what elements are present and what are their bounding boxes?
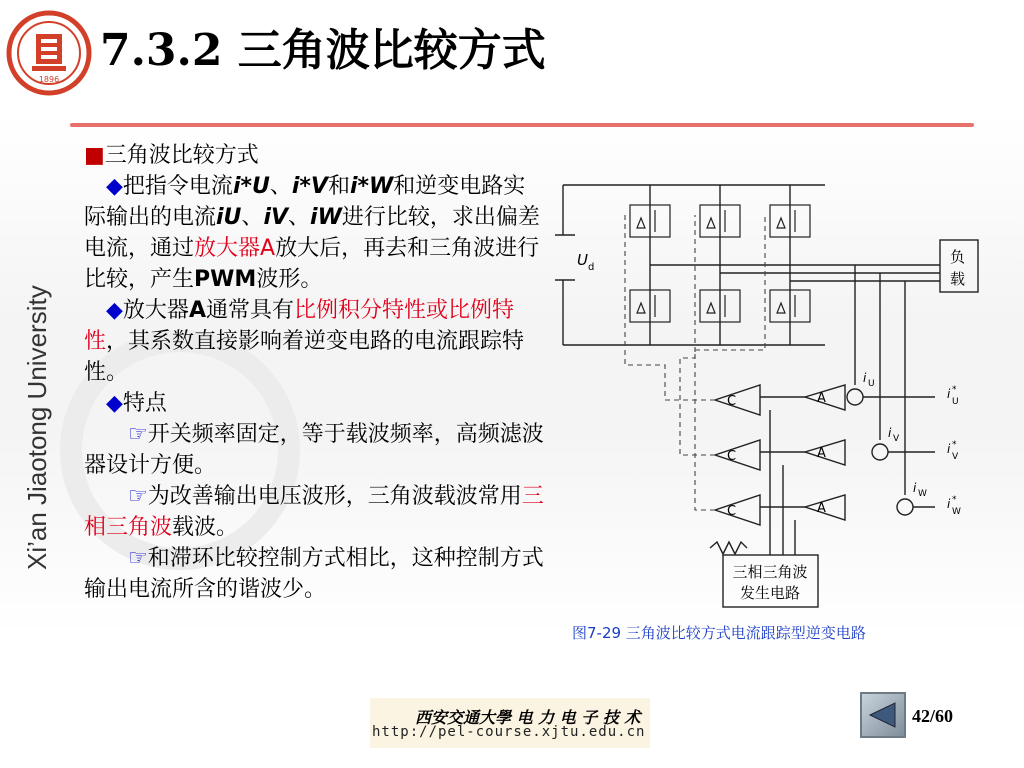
iv-ref-subscript: V xyxy=(952,452,959,462)
p1-text-4: 放大后，再去和三角波进行比较，产生 xyxy=(84,236,540,292)
amp-w-label: A xyxy=(817,501,826,516)
page-number: 42/60 xyxy=(912,706,954,726)
p1-iw: iW xyxy=(310,205,342,230)
pointing-hand-icon: ☞ xyxy=(128,484,148,509)
iu-subscript: U xyxy=(868,379,875,389)
heading-line xyxy=(84,140,546,171)
comp-u-label: C xyxy=(727,394,737,409)
iv-ref-label: i xyxy=(947,442,951,456)
circuit-diagram xyxy=(555,170,985,620)
p2-highlight: 比例积分特性或比例特性 xyxy=(84,298,514,354)
diamond-bullet-icon: ◆ xyxy=(106,391,123,416)
diamond-bullet-icon: ◆ xyxy=(106,298,123,323)
p2-text-3: ，其系数直接影响着逆变电路的电流跟踪特性。 xyxy=(84,329,525,385)
comparator-w xyxy=(715,495,760,525)
p2-text-2: 通常具有 xyxy=(205,298,294,323)
p1-text-3: 进行比较，求出偏差电流，通过 xyxy=(84,205,540,261)
generator-label-2: 发生电路 xyxy=(739,584,801,602)
pointing-hand-icon: ☞ xyxy=(128,422,148,447)
p5-text-2: 载波。 xyxy=(172,515,239,540)
p1-iu-ref: i*U xyxy=(232,174,270,199)
p2-amplifier: A xyxy=(188,298,206,323)
iv-subscript: V xyxy=(893,434,900,444)
comparator-u xyxy=(715,385,760,415)
p1-sep-3: 、 xyxy=(241,205,264,230)
paragraph-5 xyxy=(84,481,546,543)
iv-ref-star: * xyxy=(952,440,957,450)
p5-highlight: 三相三角波 xyxy=(84,484,544,540)
load-label-1: 负 xyxy=(950,248,966,266)
paragraph-6 xyxy=(84,543,546,605)
ud-label: U xyxy=(577,251,588,269)
load-label-2: 载 xyxy=(950,270,966,288)
p1-amplifier: 放大器A xyxy=(194,236,276,261)
paragraph-2 xyxy=(84,295,546,388)
p1-text-1: 把指令电流 xyxy=(122,174,233,199)
p1-text-2: 和逆变电路实际输出的电流 xyxy=(84,174,526,230)
title-divider xyxy=(70,123,974,127)
university-logo xyxy=(6,10,92,96)
p6-text: 和滞环比较控制方式相比，这种控制方式输出电流所含的谐波少。 xyxy=(84,546,544,602)
p4-text: 开关频率固定，等于载波频率，高频滤波器设计方便。 xyxy=(84,422,544,478)
p1-sep-2: 和 xyxy=(327,174,350,199)
generator-label-1: 三相三角波 xyxy=(732,563,808,581)
previous-slide-button[interactable] xyxy=(860,692,906,738)
iu-label: i xyxy=(863,371,867,385)
footer-school-name: 西安交通大學 电 力 电 子 技 术 xyxy=(415,708,641,727)
slide-title: 7.3.2 三角波比较方式 xyxy=(100,25,546,76)
p1-sep-1: 、 xyxy=(269,174,292,199)
square-bullet-icon: ■ xyxy=(84,143,105,168)
footer-url: http://pel-course.xjtu.edu.cn xyxy=(372,724,646,740)
diamond-bullet-icon: ◆ xyxy=(106,174,123,199)
content-heading: 三角波比较方式 xyxy=(104,143,259,168)
iw-ref-star: * xyxy=(952,495,957,505)
pointing-hand-icon: ☞ xyxy=(128,546,148,571)
amp-u-label: A xyxy=(817,391,826,406)
paragraph-4 xyxy=(84,419,546,481)
comparator-v xyxy=(715,440,760,470)
p2-text-1: 放大器 xyxy=(122,298,189,323)
iw-subscript: W xyxy=(918,489,927,499)
iu-ref-subscript: U xyxy=(952,397,959,407)
side-university-name: Xi’an Jiaotong University xyxy=(22,285,52,570)
figure-caption: 图7-29 三角波比较方式电流跟踪型逆变电路 xyxy=(572,624,866,642)
p1-pwm: PWM xyxy=(194,267,257,292)
ud-subscript: d xyxy=(588,262,595,273)
p5-text-1: 为改善输出电压波形，三角波载波常用 xyxy=(147,484,522,509)
p1-iv: iV xyxy=(263,205,289,230)
features-label: 特点 xyxy=(122,391,167,416)
p1-sep-4: 、 xyxy=(288,205,311,230)
iw-label: i xyxy=(913,481,917,495)
comp-w-label: C xyxy=(727,504,737,519)
paragraph-1 xyxy=(84,171,546,295)
iu-ref-label: i xyxy=(947,387,951,401)
p1-text-5: 波形。 xyxy=(256,267,323,292)
logo-year: 1896 xyxy=(38,75,60,84)
iv-label: i xyxy=(888,426,892,440)
iw-ref-subscript: W xyxy=(952,507,961,517)
p1-iw-ref: i*W xyxy=(349,174,394,199)
comp-v-label: C xyxy=(727,449,737,464)
content-body xyxy=(84,140,546,605)
back-arrow-icon xyxy=(868,701,898,729)
iu-ref-star: * xyxy=(952,385,957,395)
p1-iu: iU xyxy=(216,205,242,230)
iw-ref-label: i xyxy=(947,497,951,511)
amp-v-label: A xyxy=(817,446,826,461)
p1-iv-ref: i*V xyxy=(291,174,328,199)
paragraph-3 xyxy=(84,388,546,419)
